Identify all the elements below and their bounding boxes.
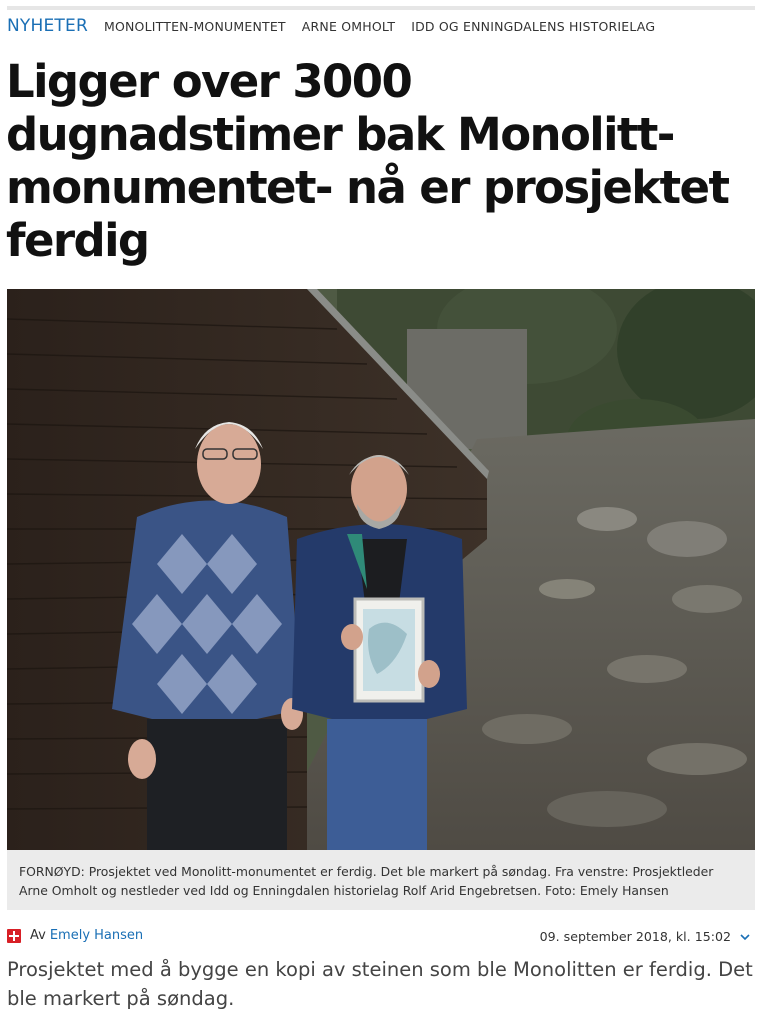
byline — [7, 928, 143, 943]
article-headline: Ligger over 3000 dugnadstimer bak Monolitt-monumentet- nå er prosjektet ferdig — [6, 55, 729, 267]
chevron-down-icon[interactable] — [739, 932, 751, 942]
publish-date-text: 09. september 2018, kl. 15:02 — [539, 929, 731, 944]
tag-item[interactable]: ARNE OMHOLT — [301, 19, 396, 34]
author-link[interactable]: Emely Hansen — [49, 928, 144, 943]
photo-caption: FORNØYD: Prosjektet ved Monolitt-monumentet er ferdig. Det ble markert på søndag. Fra venstre: Prosjektleder Arne Omholt og nestleder ved Idd og Enningdalen historielag Rolf Arid Engebretsen. Foto: Emely Hansen — [7, 850, 755, 910]
publish-date[interactable] — [540, 929, 751, 944]
top-rule — [7, 6, 755, 10]
red-cross-flag-icon — [7, 929, 21, 943]
tag-section[interactable]: NYHETER — [7, 16, 88, 36]
article-lead: Prosjektet med å bygge en kopi av steinen som ble Monolitten er ferdig. Det ble markert på søndag. — [7, 958, 753, 1010]
article-photo[interactable] — [7, 289, 755, 850]
tag-item[interactable]: IDD OG ENNINGDALENS HISTORIELAG — [411, 19, 656, 34]
byline-prefix: Av — [30, 928, 46, 943]
tag-item[interactable]: MONOLITTEN-MONUMENTET — [103, 19, 286, 34]
photo-illustration — [7, 289, 755, 850]
tag-bar — [7, 16, 671, 36]
